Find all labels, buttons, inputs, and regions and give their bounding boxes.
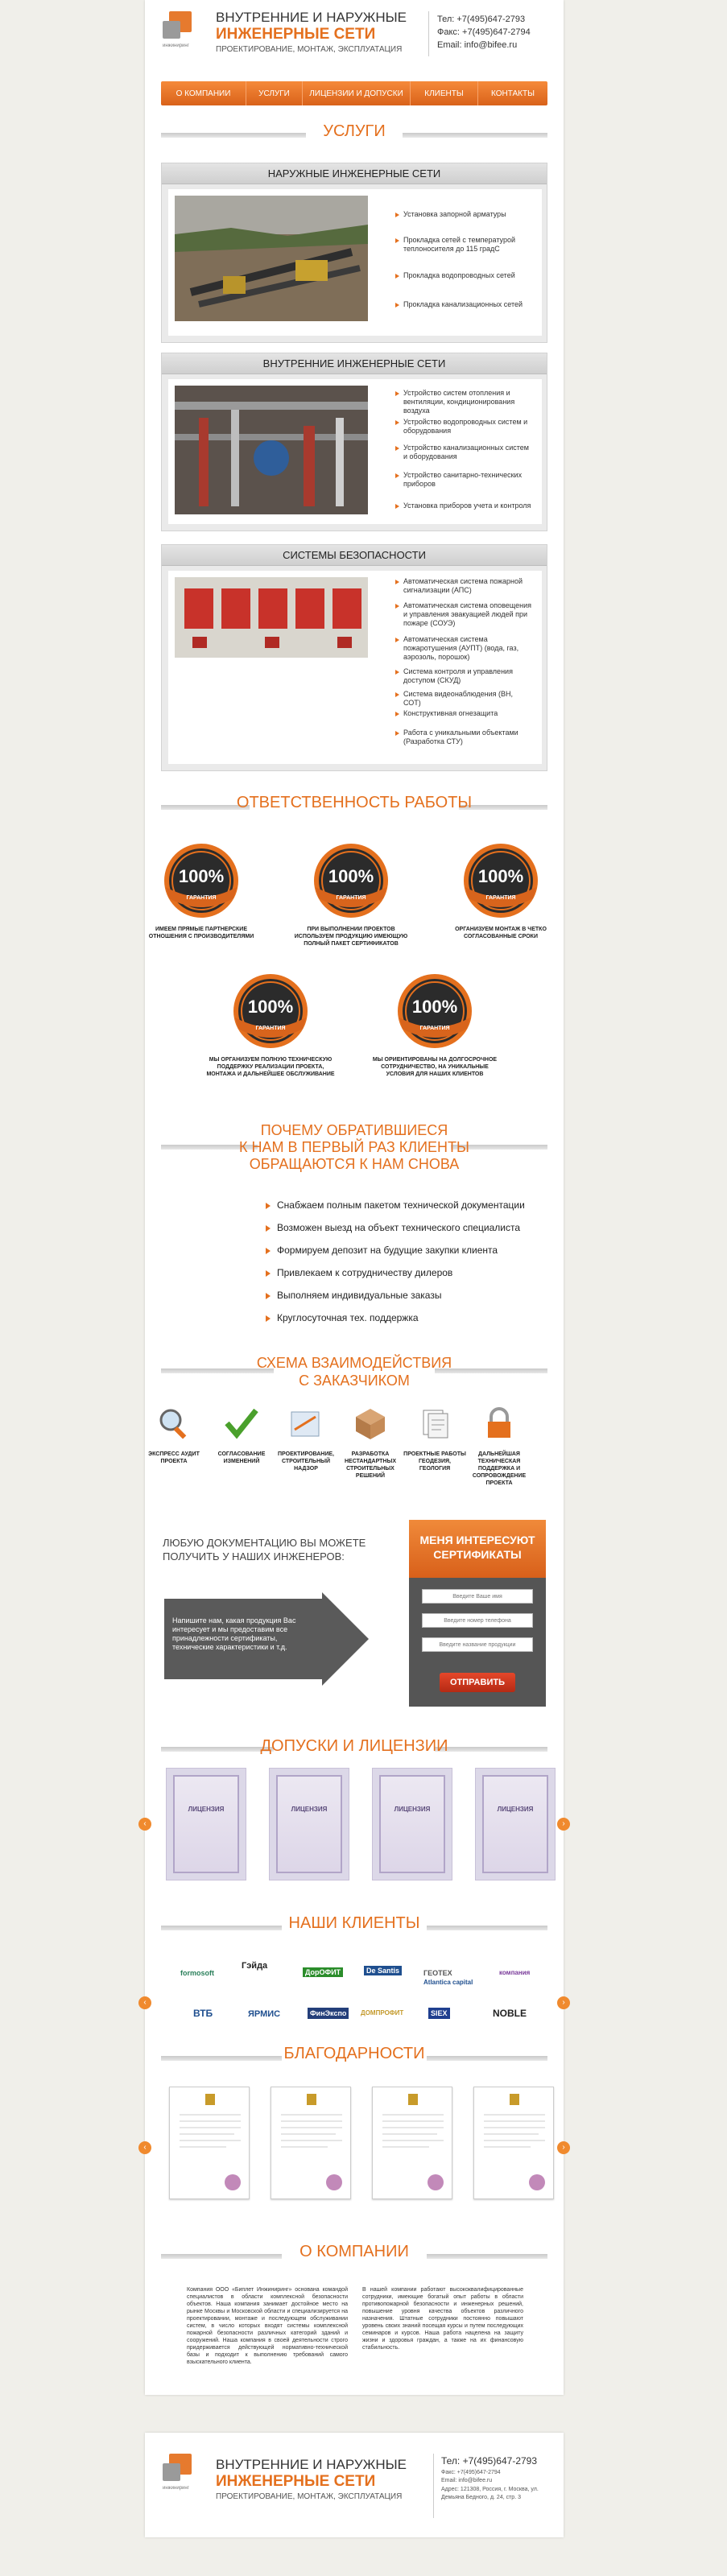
- service-item: Конструктивная огнезащита: [395, 709, 532, 718]
- footer-phone[interactable]: Тел: +7(495)647-2793: [441, 2455, 538, 2467]
- letter-graphic: [170, 2087, 250, 2200]
- clients-prev-button[interactable]: ‹: [138, 1996, 151, 2009]
- nav-licenses[interactable]: ЛИЦЕНЗИИ И ДОПУСКИ: [303, 81, 411, 105]
- badge-percent: 100%: [411, 997, 458, 1017]
- license-card[interactable]: [475, 1768, 556, 1880]
- form-title-line: МЕНЯ ИНТЕРЕСУЮТ: [419, 1534, 535, 1546]
- service-item: Прокладка канализационных сетей: [395, 300, 532, 309]
- client-logo[interactable]: ЯРМИС: [248, 2009, 281, 2019]
- header-contacts: [437, 13, 531, 52]
- thanks-letter[interactable]: [372, 2087, 452, 2199]
- badge-word: ГАРАНТИЯ: [336, 895, 366, 901]
- badge-word: ГАРАНТИЯ: [485, 895, 516, 901]
- licenses-prev-button[interactable]: ‹: [138, 1818, 151, 1831]
- service-item: Система контроля и управления доступом (СКУД): [395, 667, 532, 685]
- scheme-step-label: ПРОЕКТНЫЕ РАБОТЫ ГЕОДЕЗИЯ, ГЕОЛОГИЯ: [403, 1451, 466, 1472]
- responsibility-text: МЫ ОРГАНИЗУЕМ ПОЛНУЮ ТЕХНИЧЕСКУЮ ПОДДЕРЖКУ РЕАЛИЗАЦИИ ПРОЕКТА, МОНТАЖА И ДАЛЬНЕЙШЕЕ ОБСЛУЖИВАНИЕ: [206, 1057, 335, 1077]
- logo-name: Биплет: [180, 34, 201, 39]
- client-logo[interactable]: formosoft: [180, 1969, 214, 1977]
- docs-heading-line: ЛЮБУЮ ДОКУМЕНТАЦИЮ ВЫ МОЖЕТЕ: [163, 1537, 366, 1549]
- service-panel-outer-networks: [161, 163, 547, 343]
- responsibility-text: МЫ ОРИЕНТИРОВАНЫ НА ДОЛГОСРОЧНОЕ СОТРУДНИЧЕСТВО, НА УНИКАЛЬНЫЕ УСЛОВИЯ ДЛЯ НАШИХ КЛИЕНТОВ: [372, 1057, 498, 1077]
- header-phone[interactable]: Тел: +7(495)647-2793: [437, 14, 526, 24]
- scheme-title: [161, 1354, 547, 1389]
- logo-name: Биплет: [180, 2476, 201, 2482]
- security-photo: [175, 577, 368, 658]
- service-item: Система видеонаблюдения (ВН, СОТ): [395, 690, 532, 708]
- client-logo[interactable]: ФинЭкспо: [308, 2008, 349, 2019]
- header-fax: Факс: +7(495)647-2794: [437, 27, 531, 37]
- main-nav: [161, 81, 547, 105]
- client-logo[interactable]: компания: [499, 1969, 531, 1976]
- thanks-prev-button[interactable]: ‹: [138, 2141, 151, 2154]
- submit-button[interactable]: ОТПРАВИТЬ: [440, 1673, 515, 1692]
- logo-subtitle: инжиниринг: [163, 43, 189, 48]
- letter-graphic: [474, 2087, 555, 2200]
- client-logo[interactable]: De Santis: [364, 1966, 402, 1975]
- inner-networks-photo: [175, 386, 368, 514]
- docs-heading: [163, 1536, 366, 1563]
- service-item: Работа с уникальными объектами (Разработка СТУ): [395, 729, 532, 746]
- service-item: Автоматическая система пожаротушения (АУПТ) (вода, газ, аэрозоль, порошок): [395, 635, 532, 662]
- thanks-letter[interactable]: [473, 2087, 554, 2199]
- service-item: Автоматическая система пожарной сигнализации (АПС): [395, 577, 532, 595]
- scheme-step-label: ДАЛЬНЕЙШАЯ ТЕХНИЧЕСКАЯ ПОДДЕРЖКА И СОПРОВОЖДЕНИЕ ПРОЕКТА: [472, 1451, 527, 1486]
- why-item: Снабжаем полным пакетом технической документации: [266, 1199, 525, 1211]
- footer-title-line3: ПРОЕКТИРОВАНИЕ, МОНТАЖ, ЭКСПЛУАТАЦИЯ: [216, 2492, 403, 2501]
- nav-services[interactable]: УСЛУГИ: [246, 81, 303, 105]
- service-item: Устройство канализационных систем и оборудования: [395, 444, 532, 461]
- thanks-letter[interactable]: [169, 2087, 250, 2199]
- why-title-line: ПОЧЕМУ ОБРАТИВШИЕСЯ: [260, 1122, 448, 1138]
- docs-heading-line: ПОЛУЧИТЬ У НАШИХ ИНЖЕНЕРОВ:: [163, 1550, 345, 1563]
- license-card[interactable]: [269, 1768, 349, 1880]
- guarantee-badge: [396, 972, 473, 1050]
- logo-subtitle: инжиниринг: [163, 2486, 189, 2491]
- why-item: Формируем депозит на будущие закупки клиента: [266, 1245, 498, 1256]
- about-text-col1: Компания ООО «Биплет Инжиниринг» основана командой специалистов в области комплексной безопасности объектов. Наша компания занимает достойное место на рынке Москвы и Московской области и специализируется на проектировании, монтаже и последующем обслуживании систем, в число которых входят системы комплексной пожарной безопасности различных категорий зданий и сооружений. Наша компания в своей деятельности строго придерживается действующей нормативно-технической базы и подходит к выполнению требований самого взыскательного клиента.: [187, 2287, 348, 2365]
- scheme-step-label: РАЗРАБОТКА НЕСТАНДАРТНЫХ СТРОИТЕЛЬНЫХ РЕШЕНИЙ: [344, 1451, 397, 1479]
- clients-title: НАШИ КЛИЕНТЫ: [288, 1914, 420, 1932]
- name-input[interactable]: [422, 1589, 533, 1604]
- responsibility-text: ИМЕЕМ ПРЯМЫЕ ПАРТНЕРСКИЕ ОТНОШЕНИЯ С ПРОИЗВОДИТЕЛЯМИ: [148, 927, 254, 939]
- company-logo[interactable]: [163, 11, 201, 52]
- thanks-next-button[interactable]: ›: [557, 2141, 570, 2154]
- license-card-title: ЛИЦЕНЗИЯ: [291, 1806, 328, 1813]
- guarantee-badge: [462, 842, 539, 919]
- badge-word: ГАРАНТИЯ: [186, 895, 217, 901]
- guarantee-badge: [312, 842, 390, 919]
- header-email[interactable]: Email: info@bifee.ru: [437, 40, 518, 50]
- why-title-line: ОБРАЩАЮТСЯ К НАМ СНОВА: [249, 1156, 460, 1172]
- guarantee-badge: [163, 842, 240, 919]
- certificates-form: [409, 1520, 546, 1707]
- services-title: УСЛУГИ: [323, 122, 386, 140]
- license-card-title: ЛИЦЕНЗИЯ: [497, 1806, 534, 1813]
- service-item: Прокладка водопроводных сетей: [395, 271, 532, 280]
- why-title: [161, 1122, 547, 1173]
- footer-fax: Факс: +7(495)647-2794: [441, 2470, 501, 2475]
- about-text-col2: В нашей компании работают высококвалифицированные сотрудники, имеющие богатый опыт работы в области противопожарной безопасности и инженерных решений, повышение уровня качества объектов различного назначения. Штатные сотрудники постоянно повышают уровень своих знаний посещая курсы и путем последующих семинаров и курсов. Наша работа нацелена на защиту жизни и здоровья граждан, а также на их финансовую стабильность.: [362, 2287, 523, 2351]
- badge-percent: 100%: [178, 866, 225, 886]
- blueprint-icon: [288, 1406, 324, 1441]
- badge-percent: 100%: [247, 997, 294, 1017]
- footer-title-line2: ИНЖЕНЕРНЫЕ СЕТИ: [216, 2473, 376, 2490]
- nav-contacts[interactable]: КОНТАКТЫ: [491, 89, 535, 98]
- service-item: Автоматическая система оповещения и управления эвакуацией людей при пожаре (СОУЭ): [395, 601, 532, 628]
- client-logo[interactable]: Atlantica capital: [423, 1979, 473, 1986]
- nav-clients[interactable]: КЛИЕНТЫ: [411, 81, 478, 105]
- scheme-step-label: ЭКСПРЕСС АУДИТ ПРОЕКТА: [148, 1451, 200, 1464]
- scheme-title-line: СХЕМА ВЗАИМОДЕЙСТВИЯ: [256, 1355, 452, 1371]
- form-title-line: СЕРТИФИКАТЫ: [433, 1548, 522, 1561]
- client-logo[interactable]: ГЕОТЕХ: [423, 1969, 452, 1977]
- service-item: Установка приборов учета и контроля: [395, 502, 532, 510]
- scheme-step-label: ПРОЕКТИРОВАНИЕ, СТРОИТЕЛЬНЫЙ НАДЗОР: [278, 1451, 334, 1472]
- outer-networks-photo: [175, 196, 368, 321]
- badge-percent: 100%: [328, 866, 374, 886]
- client-logo[interactable]: ДорОФИТ: [303, 1967, 343, 1977]
- service-panel-security: [161, 544, 547, 771]
- letter-graphic: [271, 2087, 352, 2200]
- client-logo[interactable]: NOBLE: [493, 2008, 527, 2019]
- license-card-title: ЛИЦЕНЗИЯ: [188, 1806, 225, 1813]
- service-item: Прокладка сетей с температурой теплоносителя до 115 градС: [395, 236, 532, 254]
- footer-logo[interactable]: [163, 2454, 201, 2494]
- nav-about[interactable]: О КОМПАНИИ: [161, 81, 246, 105]
- footer-title-line1: ВНУТРЕННИЕ И НАРУЖНЫЕ: [216, 2457, 407, 2472]
- checkmark-icon: [224, 1406, 259, 1441]
- responsibility-title: ОТВЕТСТВЕННОСТЬ РАБОТЫ: [236, 794, 473, 811]
- footer: [145, 2433, 564, 2537]
- badge-word: ГАРАНТИЯ: [255, 1026, 286, 1031]
- guarantee-badge: [232, 972, 309, 1050]
- thanks-letter[interactable]: [271, 2087, 351, 2199]
- service-item: Устройство водопроводных систем и оборудования: [395, 418, 532, 436]
- why-title-line: К НАМ В ПЕРВЫЙ РАЗ КЛИЕНТЫ: [239, 1139, 469, 1155]
- header-title-line2: ИНЖЕНЕРНЫЕ СЕТИ: [216, 26, 376, 43]
- client-logo[interactable]: ДОМПРОФИТ: [361, 2009, 404, 2017]
- clients-next-button[interactable]: ›: [557, 1996, 570, 2009]
- service-item: Устройство систем отопления и вентиляции, кондиционирования воздуха: [395, 389, 532, 415]
- product-input[interactable]: [422, 1637, 533, 1652]
- scheme-title-line: С ЗАКАЗЧИКОМ: [299, 1373, 410, 1389]
- header-title-line3: ПРОЕКТИРОВАНИЕ, МОНТАЖ, ЭКСПЛУАТАЦИЯ: [216, 45, 403, 54]
- documents-icon: [417, 1406, 452, 1441]
- footer-contacts: [441, 2455, 554, 2502]
- responsibility-text: ПРИ ВЫПОЛНЕНИИ ПРОЕКТОВ ИСПОЛЬЗУЕМ ПРОДУКЦИЮ ИМЕЮЩУЮ ПОЛНЫЙ ПАКЕТ СЕРТИФИКАТОВ: [294, 927, 408, 947]
- service-item: Устройство санитарно-технических приборов: [395, 471, 532, 489]
- docs-arrow-text: Напишите нам, какая продукция Вас интересует и мы предоставим все принадлежности сертификаты, технические характеристики и т.д.: [172, 1616, 296, 1651]
- why-item: Привлекаем к сотрудничеству дилеров: [266, 1267, 452, 1278]
- responsibility-text: ОРГАНИЗУЕМ МОНТАЖ В ЧЕТКО СОГЛАСОВАННЫЕ СРОКИ: [455, 927, 547, 939]
- license-card-title: ЛИЦЕНЗИЯ: [394, 1806, 431, 1813]
- about-title: О КОМПАНИИ: [299, 2243, 409, 2260]
- why-item: Круглосуточная тех. поддержка: [266, 1312, 419, 1323]
- phone-input[interactable]: [422, 1613, 533, 1628]
- client-logo[interactable]: SIEX: [428, 2008, 450, 2019]
- why-item: Возможен выезд на объект технического специалиста: [266, 1222, 520, 1233]
- service-item: Установка запорной арматуры: [395, 210, 532, 219]
- panel-heading: СИСТЕМЫ БЕЗОПАСНОСТИ: [162, 545, 547, 566]
- license-card[interactable]: [166, 1768, 246, 1880]
- magnifier-icon: [156, 1406, 192, 1441]
- licenses-next-button[interactable]: ›: [557, 1818, 570, 1831]
- lock-icon: [481, 1406, 517, 1441]
- letter-graphic: [373, 2087, 453, 2200]
- footer-email[interactable]: Email: info@bifee.ru: [441, 2478, 493, 2483]
- thanks-title: БЛАГОДАРНОСТИ: [283, 2045, 425, 2062]
- licenses-title: ДОПУСКИ И ЛИЦЕНЗИИ: [260, 1737, 448, 1755]
- scheme-step-label: СОГЛАСОВАНИЕ ИЗМЕНЕНИЙ: [217, 1451, 266, 1464]
- badge-word: ГАРАНТИЯ: [419, 1026, 450, 1031]
- client-logo[interactable]: Гэйда: [242, 1961, 268, 1971]
- header-title-line1: ВНУТРЕННИЕ И НАРУЖНЫЕ: [216, 10, 407, 25]
- footer-address: Адрес: 121308, Россия, г. Москва, ул. Демьяна Бедного, д. 24, стр. 3: [441, 2487, 539, 2500]
- why-item: Выполняем индивидуальные заказы: [266, 1290, 441, 1301]
- license-card[interactable]: [372, 1768, 452, 1880]
- panel-heading: НАРУЖНЫЕ ИНЖЕНЕРНЫЕ СЕТИ: [162, 163, 547, 184]
- badge-percent: 100%: [477, 866, 524, 886]
- panel-heading: ВНУТРЕННИЕ ИНЖЕНЕРНЫЕ СЕТИ: [162, 353, 547, 374]
- client-logo[interactable]: ВТБ: [193, 2008, 213, 2019]
- main-content: [145, 0, 564, 2395]
- service-panel-inner-networks: [161, 353, 547, 531]
- form-title: [409, 1533, 546, 1562]
- box-icon: [353, 1406, 388, 1441]
